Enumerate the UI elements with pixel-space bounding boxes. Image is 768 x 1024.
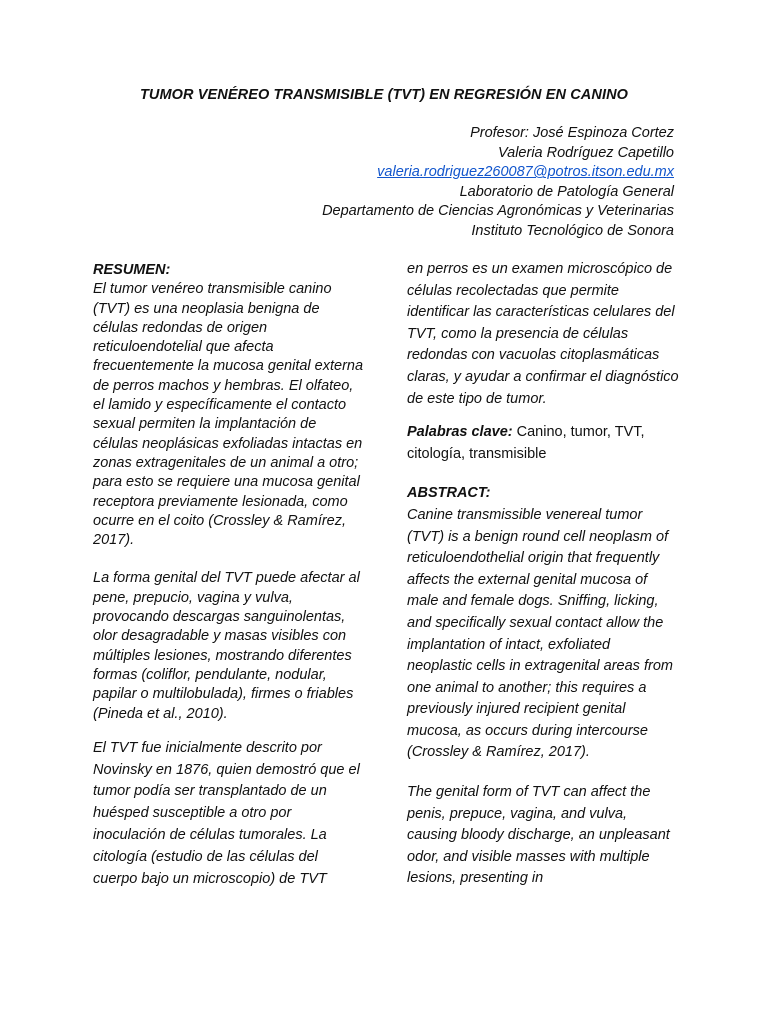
resumen-paragraph-3: El TVT fue inicialmente descrito por Novinsky en 1876, quien demostró que el tumor podía ser transplantado de un huésped susceptible a otro por inoculación de células tumorales. La citología (estudio de las células del cuerpo bajo un microscopio) de TVT bbox=[93, 739, 360, 887]
keywords-label: Palabras clave: bbox=[407, 424, 513, 441]
resumen-heading: RESUMEN: bbox=[93, 262, 171, 278]
resumen-paragraph-2: La forma genital del TVT puede afectar al pene, prepucio, vagina y vulva, provocando descargas sanguinolentas, olor desagradable y masas visibles con múltiples lesiones, mostrando diferentes formas (coliflor, pendulante, nodular, papilar o multilobulada), firmes o friables (Pineda et al., 2010). bbox=[93, 570, 360, 722]
abstract-heading: ABSTRACT: bbox=[407, 485, 491, 502]
lab-line: Laboratorio de Patología General bbox=[459, 183, 674, 200]
left-column bbox=[93, 261, 365, 890]
author-name: Valeria Rodríguez Capetillo bbox=[498, 144, 674, 161]
paper-title: TUMOR VENÉREO TRANSMISIBLE (TVT) EN REGRESIÓN EN CANINO bbox=[139, 87, 629, 103]
keywords-text: Canino, tumor, TVT, citología, transmisible bbox=[407, 424, 645, 462]
author-email-link[interactable]: valeria.rodriguez260087@potros.itson.edu.mx bbox=[377, 164, 674, 181]
right-column bbox=[407, 259, 679, 890]
resumen-paragraph-1: El tumor venéreo transmisible canino (TVT) es una neoplasia benigna de células redondas de origen reticuloendotelial que afecta frecuentemente la mucosa genital externa de perros machos y hembras. El olfateo, el lamido y específicamente el contacto sexual permiten la implantación de células neoplásicas exfoliadas intactas en zonas extragenitales de un animal a otro; para esto se requiere una mucosa genital receptora previamente lesionada, como ocurre en el coito (Crossley & Ramírez, 2017). bbox=[93, 281, 364, 549]
institute-line: Instituto Tecnológico de Sonora bbox=[471, 222, 674, 239]
professor-line: Profesor: José Espinoza Cortez bbox=[470, 125, 674, 141]
abstract-paragraph-2: The genital form of TVT can affect the penis, prepuce, vagina, and vulva, causing bloody discharge, an unpleasant odor, and visible masses with multiple lesions, presenting in bbox=[407, 784, 670, 887]
department-line: Departamento de Ciencias Agronómicas y Veterinarias bbox=[322, 203, 674, 220]
keywords bbox=[407, 422, 679, 465]
resumen-paragraph-continued: en perros es un examen microscópico de células recolectadas que permite identificar las características celulares del TVT, como la presencia de células redondas con vacuolas citoplasmáticas claras, y ayudar a confirmar el diagnóstico de este tipo de tumor. bbox=[407, 261, 679, 407]
abstract-paragraph-1: Canine transmissible venereal tumor (TVT) is a benign round cell neoplasm of reticuloendothelial origin that frequently affects the external genital mucosa of male and female dogs. Sniffing, licking, and specifically sexual contact allow the implantation of intact, exfoliated neoplastic cells in extragenital areas from one animal to another; this requires a previously injured recipient genital mucosa, as occurs during intercourse (Crossley & Ramírez, 2017). bbox=[407, 506, 673, 761]
author-block bbox=[322, 124, 674, 242]
